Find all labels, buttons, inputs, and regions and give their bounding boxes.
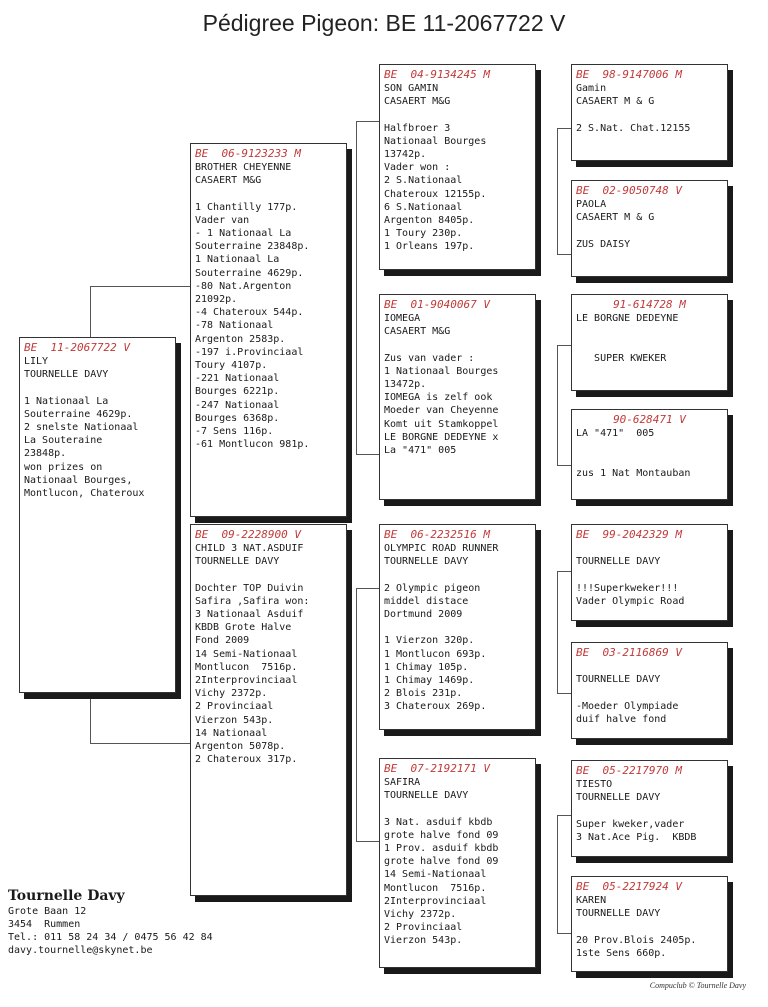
owner-name: Tournelle Davy [8,888,125,904]
ring-number: BE 99-2042329 M [576,528,682,541]
connector-line [90,693,91,743]
connector-line [356,121,380,122]
connector-line [90,286,192,287]
mm-mother-card [571,876,728,972]
ring-number: BE 11-2067722 V [24,341,130,354]
pigeon-details: IOMEGA CASAERT M&G Zus van vader : 1 Nationaal Bourges 13472p. IOMEGA is zelf ook Moeder van Cheyenne Komt uit Stamkoppel LE BORGNE DEDEYNE x La "471" 005 [384,313,499,457]
mf-mother-card [571,642,728,739]
pigeon-details: LE BORGNE DEDEYNE SUPER KWEKER [576,313,679,364]
connector-line [356,121,357,454]
ring-number: BE 07-2192171 V [384,762,490,775]
mm-father-card [571,760,728,857]
pigeon-details: TOURNELLE DAVY !!!Superkweker!!! Vader Olympic Road [576,556,685,607]
connector-line [557,465,572,466]
owner-email: davy.tournelle@skynet.be [8,945,153,956]
connector-line [557,933,572,934]
ring-number: BE 06-2232516 M [384,528,490,541]
ring-number: BE 05-2217924 V [576,880,682,893]
pigeon-details: TIESTO TOURNELLE DAVY Super kweker,vader 3 Nat.Ace Pig. KBDB [576,779,697,843]
connector-line [557,571,558,693]
pigeon-details: BROTHER CHEYENNE CASAERT M&G 1 Chantilly 177p. Vader van - 1 Nationaal La Souterraine 23848p. 1 Nationaal La Souterraine 4629p. -80 Nat.Argenton 21092p. -4 Chateroux 544p. -78 Nationaal Argenton 2583p. -197 i.Provinciaal Toury 4107p. -221 Nationaal Bourges 6221p. -247 Nationaal Bourges 6368p. -7 Sens 116p. -61 Montlucon 981p. [195,162,310,451]
owner-address: Grote Baan 12 [8,906,87,917]
footer-credit: Compuclub © Tournelle Davy [649,981,746,990]
ring-number: 91-614728 M [613,298,686,311]
ring-number: BE 06-9123233 M [195,147,301,160]
connector-line [557,815,558,933]
connector-line [90,286,91,338]
pigeon-details: OLYMPIC ROAD RUNNER TOURNELLE DAVY 2 Olympic pigeon middel distace Dortmund 2009 1 Vierzon 320p. 1 Montlucon 693p. 1 Chimay 105p. 1 Chimay 1469p. 2 Blois 231p. 3 Chateroux 269p. [384,543,499,713]
connector-line [356,588,357,841]
connector-line [557,128,558,254]
connector-line [557,571,572,572]
pigeon-details: TOURNELLE DAVY -Moeder Olympiade duif halve fond [576,674,679,725]
pigeon-details: SAFIRA TOURNELLE DAVY 3 Nat. asduif kbdb grote halve fond 09 1 Prov. asduif kbdb grote halve fond 09 14 Semi-Nationaal Montlucon 7516p. 2Interprovinciaal Vichy 2372p. 2 Provinciaal Vierzon 543p. [384,777,499,947]
connector-line [557,254,572,255]
ring-number: BE 98-9147006 M [576,68,682,81]
connector-line [356,841,380,842]
connector-line [557,128,572,129]
fm-mother-card [571,409,728,500]
fm-father-card [571,294,728,391]
maternal-grandfather-card [379,524,536,730]
page-title: Pédigree Pigeon: BE 11-2067722 V [202,10,566,36]
pigeon-details: PAOLA CASAERT M & G ZUS DAISY [576,199,655,250]
pigeon-details: SON GAMIN CASAERT M&G Halfbroer 3 Nationaal Bourges 13742p. Vader won : 2 S.Nationaal Chateroux 12155p. 6 S.Nationaal Argenton 8405p. 1 Toury 230p. 1 Orleans 197p. [384,83,487,253]
pigeon-details: KAREN TOURNELLE DAVY 20 Prov.Blois 2405p. 1ste Sens 660p. [576,895,697,959]
ff-mother-card [571,180,728,277]
ring-number: BE 04-9134245 M [384,68,490,81]
connector-line [356,588,380,589]
ring-number: BE 03-2116869 V [576,646,682,659]
paternal-grandfather-card [379,64,536,270]
pigeon-details: Gamin CASAERT M & G 2 S.Nat. Chat.12155 [576,83,691,134]
pigeon-details: LA "471" 005 zus 1 Nat Montauban [576,428,691,479]
connector-line [557,815,572,816]
mother-card [190,524,347,896]
ring-number: BE 02-9050748 V [576,184,682,197]
connector-line [557,345,572,346]
owner-city: 3454 Rummen [8,919,81,930]
ring-number: BE 01-9040067 V [384,298,490,311]
ring-number: BE 05-2217970 M [576,764,682,777]
owner-info [8,887,213,957]
connector-line [356,454,380,455]
connector-line [557,693,572,694]
maternal-grandmother-card [379,758,536,968]
ring-number: BE 09-2228900 V [195,528,301,541]
ring-number: 90-628471 V [613,413,686,426]
owner-phone: Tel.: 011 58 24 34 / 0475 56 42 84 [8,932,213,943]
connector-line [90,743,192,744]
connector-line [557,345,558,465]
subject-pigeon-card [19,337,176,693]
pigeon-details: LILY TOURNELLE DAVY 1 Nationaal La Souterraine 4629p. 2 snelste Nationaal La Souteraine 23848p. won prizes on Nationaal Bourges, Montlucon, Chateroux [24,356,145,500]
father-card [190,143,347,517]
ff-father-card [571,64,728,161]
pigeon-details: CHILD 3 NAT.ASDUIF TOURNELLE DAVY Dochter TOP Duivin Safira ,Safira won: 3 Nationaal Asduif KBDB Grote Halve Fond 2009 14 Semi-Nationaal Montlucon 7516p. 2Interprovinciaal Vichy 2372p. 2 Provinciaal Vierzon 543p. 14 Nationaal Argenton 5078p. 2 Chateroux 317p. [195,543,310,766]
paternal-grandmother-card [379,294,536,500]
mf-father-card [571,524,728,621]
